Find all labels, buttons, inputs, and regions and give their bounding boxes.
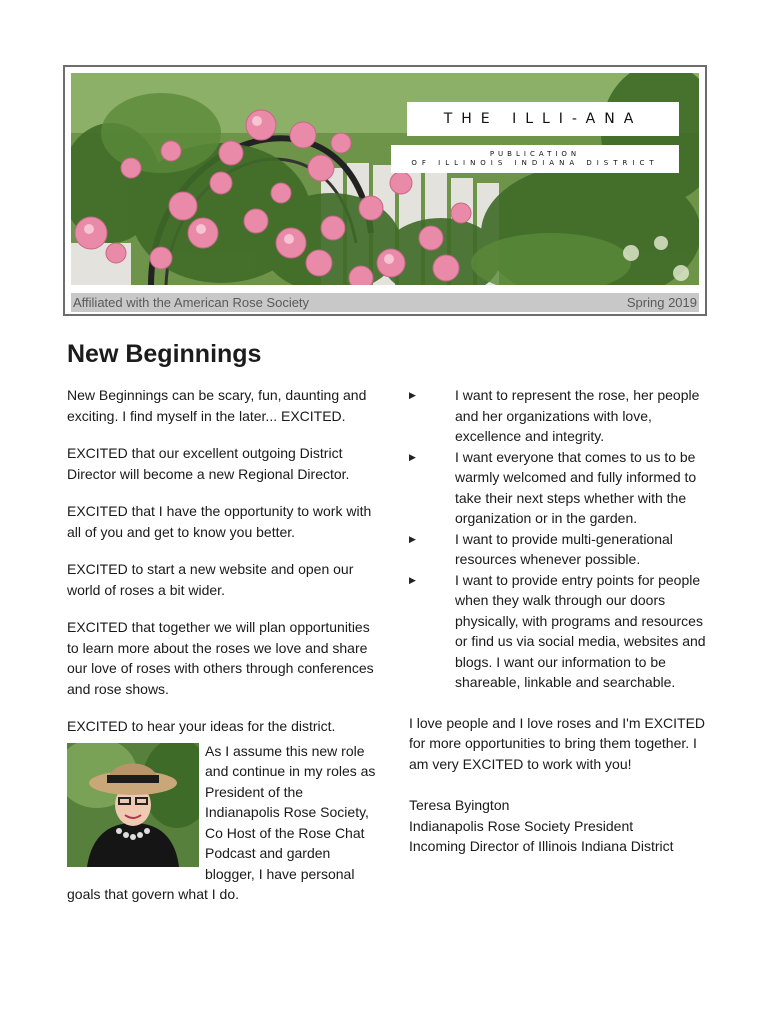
rose-garden-photo: [71, 73, 699, 285]
paragraph: EXCITED that our excellent outgoing District Director will become a new Regional Director.: [67, 445, 350, 482]
goals-list: [409, 385, 709, 693]
wrap-block: [67, 741, 377, 905]
paragraph: EXCITED that together we will plan opportunities to learn more about the roses we love and share our love of roses with others through conferences and rose shows.: [67, 619, 374, 697]
list-item: ▶ I want to provide entry points for people when they walk through our doors physically, with programs and resources or find us via social media, websites and blogs. I want our information to be shareable, linkable and searchable.: [409, 571, 706, 690]
newsletter-title: THE ILLI-ANA: [407, 102, 679, 136]
signature-name: Teresa Byington: [409, 797, 510, 813]
list-item: ▶ I want to represent the rose, her people and her organizations with love, excellence and integrity.: [409, 387, 700, 444]
list-item: ▶ I want everyone that comes to us to be warmly welcomed and fully informed to take their next steps whether with the organization or in the garden.: [409, 448, 697, 526]
left-column: [67, 385, 377, 905]
paragraph: New Beginnings can be scary, fun, daunting and exciting. I find myself in the later... EXCITED.: [67, 387, 367, 424]
masthead: [63, 65, 707, 316]
right-column: [409, 385, 709, 857]
paragraph: EXCITED to start a new website and open our world of roses a bit wider.: [67, 561, 354, 598]
triangle-bullet-icon: ▶: [409, 574, 416, 585]
triangle-bullet-icon: ▶: [409, 451, 416, 462]
triangle-bullet-icon: ▶: [409, 390, 416, 400]
subtitle-line-2: OF ILLINOIS INDIANA DISTRICT: [411, 159, 659, 167]
signature: [409, 795, 709, 857]
signature-title-1: Indianapolis Rose Society President: [409, 817, 634, 834]
list-item: ▶ I want to provide multi-generational resources whenever possible.: [409, 530, 673, 567]
wrap-paragraph: As I assume this new role and continue in my roles as President of the Indianapolis Rose Society, Co Host of the Rose Chat Podcast and garden blogger, I have personal goals that govern what I do.: [67, 742, 376, 902]
article-heading: New Beginnings: [67, 340, 262, 368]
publication-subtitle: [391, 145, 679, 173]
issue-date: Spring 2019: [626, 295, 697, 310]
closing-paragraph: I love people and I love roses and I'm EXCITED for more opportunities to bring them together. I am very EXCITED to work with you!: [409, 714, 706, 772]
paragraph: EXCITED that I have the opportunity to work with all of you and get to know you better.: [67, 503, 372, 540]
author-portrait: [67, 743, 199, 867]
triangle-bullet-icon: ▶: [409, 533, 416, 544]
affiliation-bar: [71, 293, 699, 312]
affiliation-text: Affiliated with the American Rose Society: [73, 295, 310, 310]
paragraph: EXCITED to hear your ideas for the district.: [67, 718, 336, 734]
signature-title-2: Incoming Director of Illinois Indiana District: [409, 838, 674, 854]
subtitle-line-1: PUBLICATION: [489, 150, 581, 158]
